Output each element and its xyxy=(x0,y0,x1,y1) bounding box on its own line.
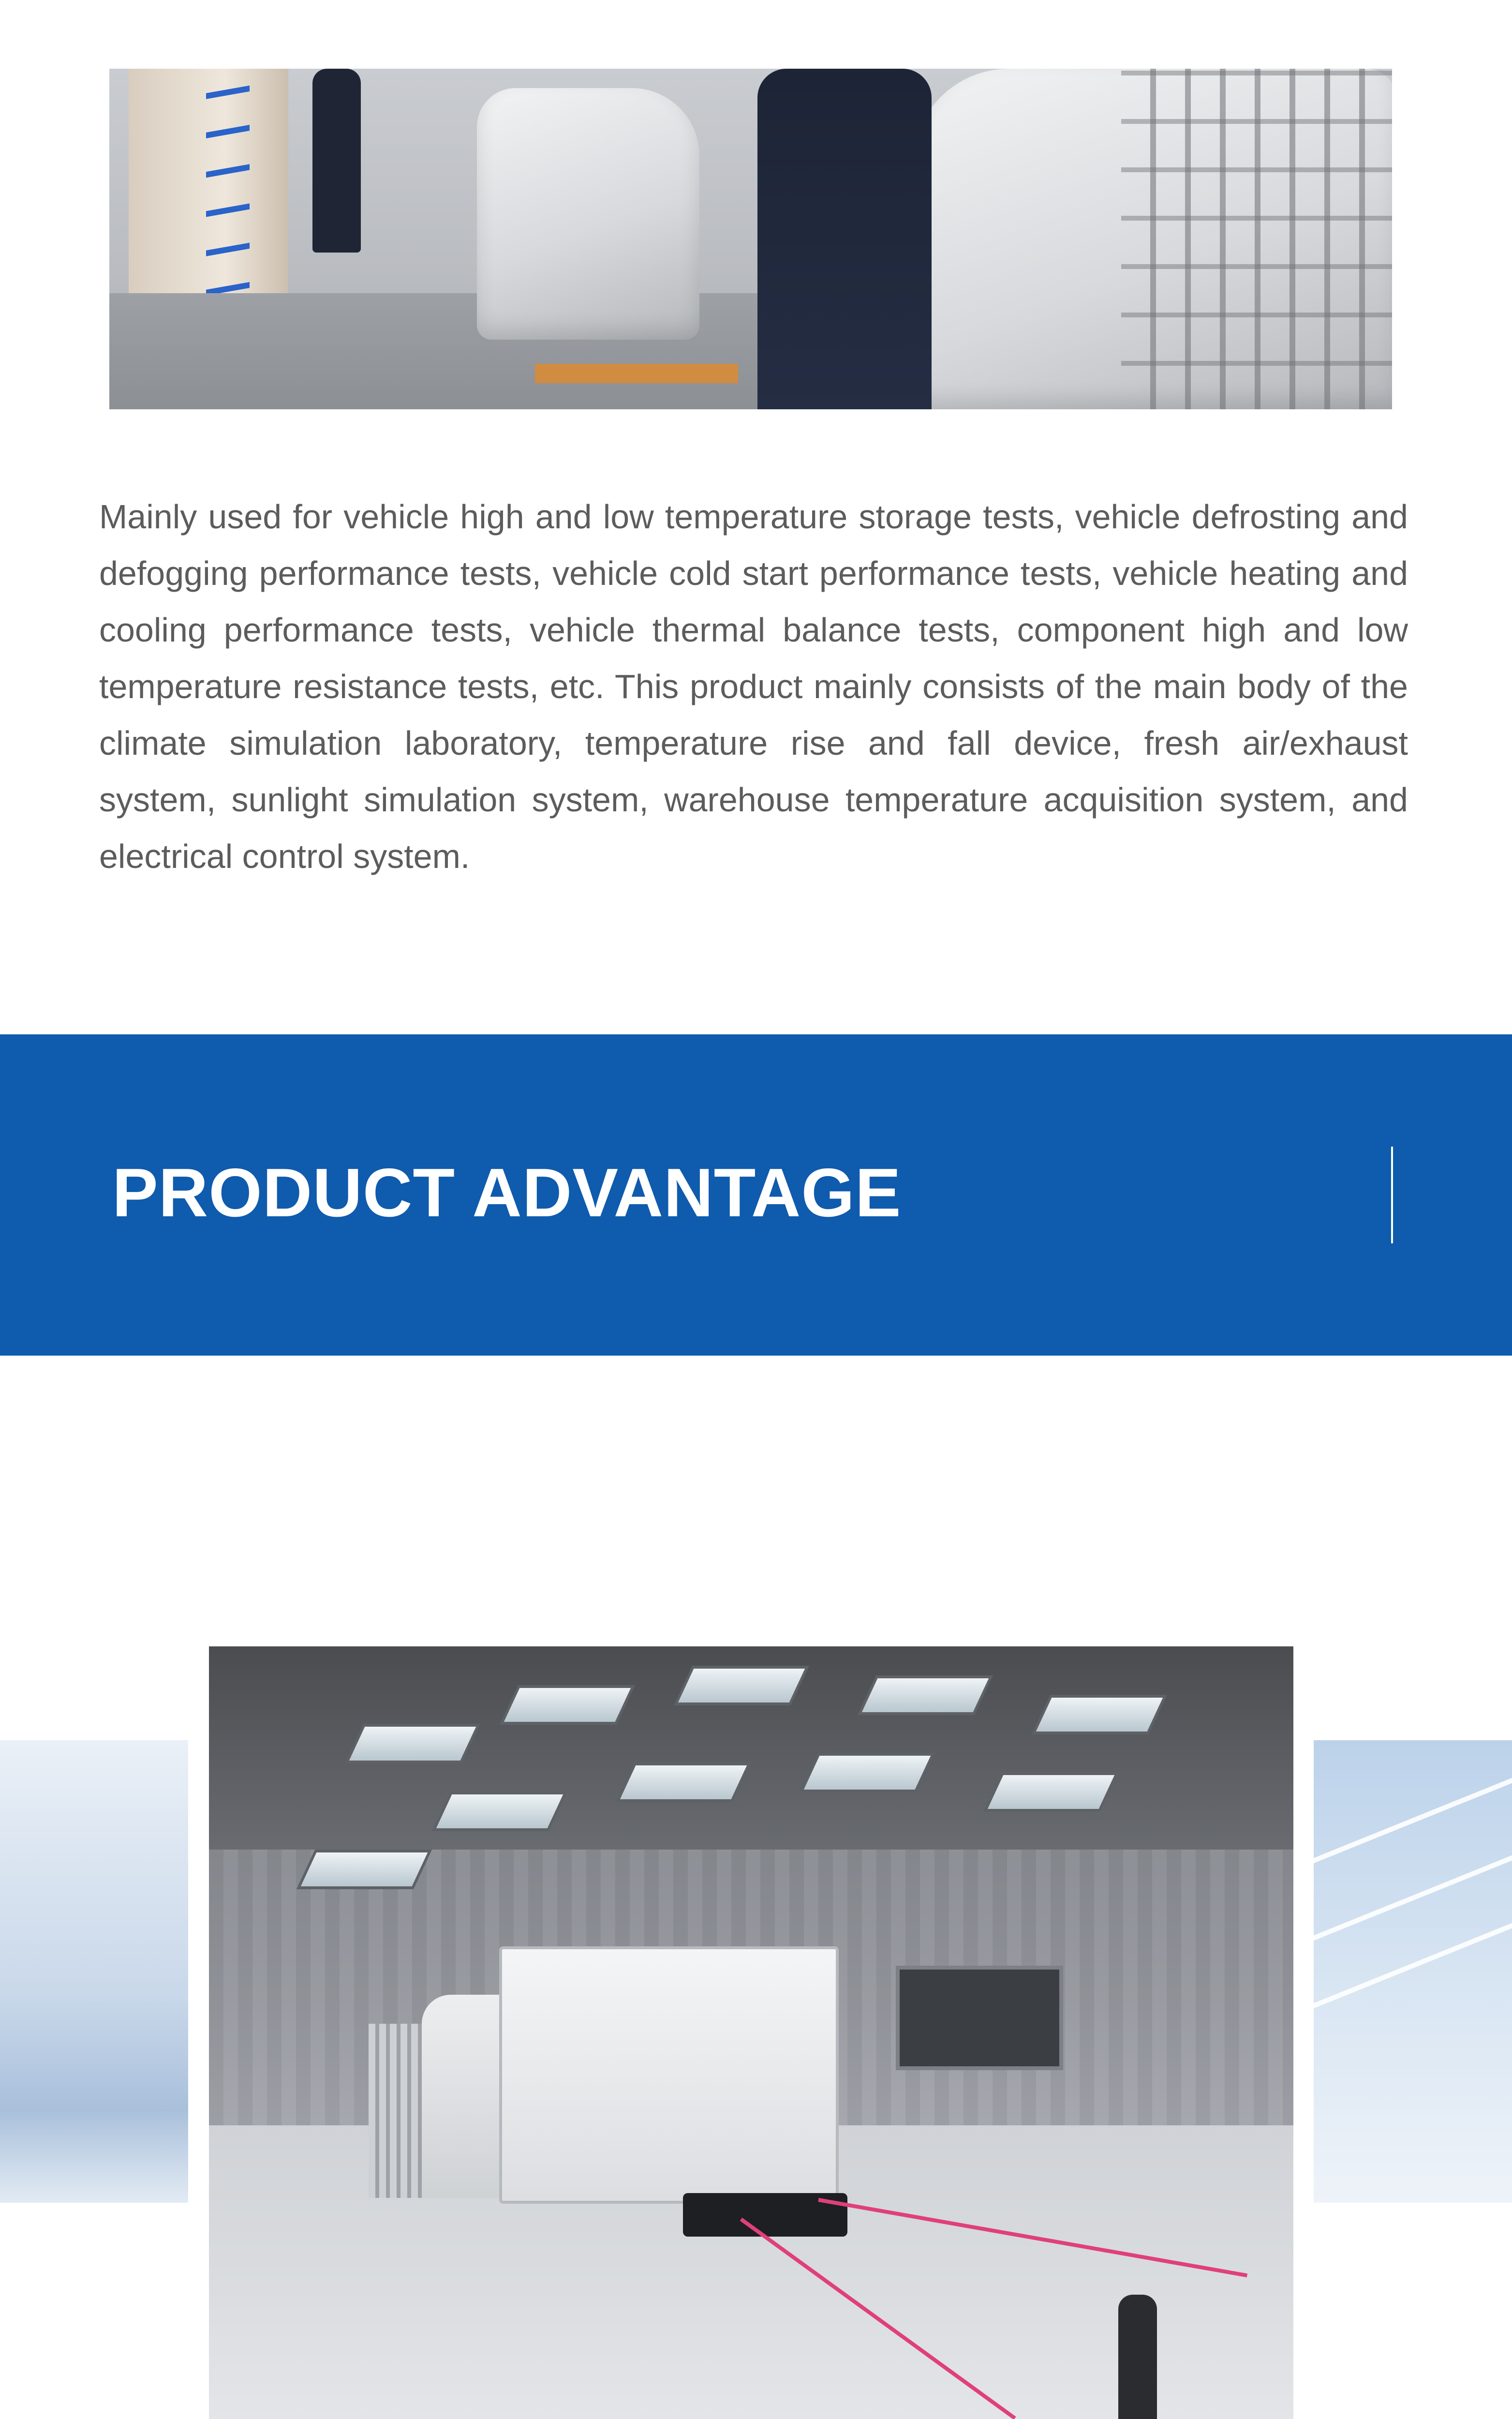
worker-with-sander xyxy=(757,69,932,409)
sunlight-lamp xyxy=(674,1666,809,1705)
sunlight-lamp xyxy=(345,1724,480,1763)
light-streak xyxy=(1314,1884,1512,2016)
climate-lab-image xyxy=(209,1646,1293,2419)
truck-cargo-box xyxy=(499,1946,839,2204)
fixture-rig xyxy=(1121,69,1392,409)
sunlight-lamp xyxy=(616,1762,751,1802)
right-decor-panel xyxy=(1314,1740,1512,2203)
sunlight-lamp xyxy=(500,1685,635,1725)
left-decor-panel xyxy=(0,1740,188,2203)
sunlight-lamp xyxy=(296,1850,432,1889)
sunlight-lamp xyxy=(858,1675,993,1715)
sunlight-lamp xyxy=(1032,1695,1167,1734)
sunlight-lamp xyxy=(432,1792,567,1831)
observation-window xyxy=(896,1966,1063,2070)
light-streak xyxy=(1314,1740,1512,1871)
car-body-shell xyxy=(477,88,699,340)
sunlight-lamp xyxy=(983,1772,1119,1812)
banner-divider xyxy=(1391,1147,1393,1243)
section-title: PRODUCT ADVANTAGE xyxy=(112,1154,902,1231)
section-banner xyxy=(0,1034,1512,1356)
bollard-post xyxy=(1118,2295,1157,2419)
hero-factory-image xyxy=(109,69,1392,409)
product-description: Mainly used for vehicle high and low temperature storage tests, vehicle defrosting and defogging performance tests, vehicle cold start performance tests, vehicle heating and cooling performance tests, vehicle thermal balance tests, component high and low temperature resistance tests, etc. This product mainly consists of the main body of the climate simulation laboratory, temperature rise and fall device, fresh air/exhaust system, sunlight simulation system, warehouse temperature acquisition system, and electrical control system. xyxy=(99,498,1408,875)
light-streak xyxy=(1314,1817,1512,1948)
sunlight-lamp xyxy=(800,1753,935,1792)
distant-worker xyxy=(312,69,361,253)
conveyor-rail xyxy=(535,364,738,383)
